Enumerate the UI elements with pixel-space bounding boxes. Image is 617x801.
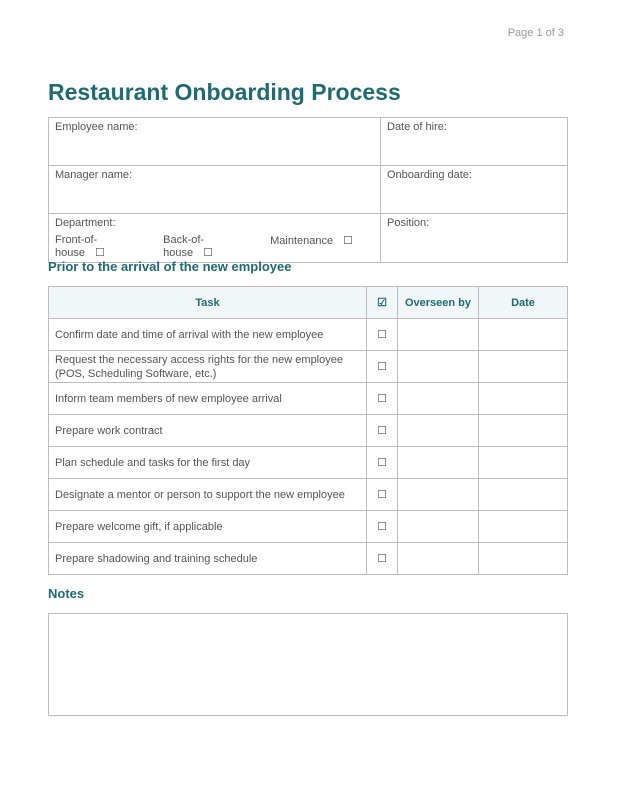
table-row: [49, 543, 568, 575]
checkbox-icon[interactable]: ☐: [367, 351, 398, 383]
table-row: [49, 319, 568, 351]
task-text: Prepare shadowing and training schedule: [49, 543, 367, 575]
employee-name-label: Employee name:: [55, 121, 138, 133]
checkbox-icon[interactable]: ☐: [367, 447, 398, 479]
overseen-by-cell[interactable]: [398, 479, 479, 511]
overseen-by-cell[interactable]: [398, 415, 479, 447]
employee-info-table: [48, 117, 568, 263]
dept-option-back[interactable]: [163, 234, 249, 259]
checkbox-icon[interactable]: ☐: [203, 247, 213, 259]
overseen-by-cell[interactable]: [398, 319, 479, 351]
checkbox-icon[interactable]: ☐: [343, 235, 353, 247]
task-text: Inform team members of new employee arrival: [49, 383, 367, 415]
department-field: [49, 214, 381, 263]
table-row: [49, 479, 568, 511]
dept-option-front[interactable]: [55, 234, 142, 259]
table-row: [49, 351, 568, 383]
checkbox-icon[interactable]: ☐: [94, 247, 105, 259]
checkbox-icon[interactable]: ☐: [367, 383, 398, 415]
table-row: [49, 447, 568, 479]
overseen-by-cell[interactable]: [398, 447, 479, 479]
option-label: Maintenance: [270, 235, 334, 247]
overseen-by-cell[interactable]: [398, 543, 479, 575]
header-overseen-by: Overseen by: [398, 287, 479, 319]
date-cell[interactable]: [479, 351, 568, 383]
position-label: Position:: [387, 217, 430, 229]
task-text: Prepare welcome gift, if applicable: [49, 511, 367, 543]
date-cell[interactable]: [479, 447, 568, 479]
checkbox-icon[interactable]: ☐: [367, 479, 398, 511]
option-label: Front-of-house: [55, 234, 98, 259]
checkbox-icon[interactable]: ☐: [367, 319, 398, 351]
date-cell[interactable]: [479, 543, 568, 575]
option-label: Back-of-house: [163, 234, 205, 259]
dept-option-maintenance[interactable]: [270, 234, 353, 259]
onboarding-date-label: Onboarding date:: [387, 169, 473, 181]
checkbox-icon[interactable]: ☐: [367, 511, 398, 543]
date-of-hire-field[interactable]: [381, 118, 568, 166]
position-field[interactable]: [381, 214, 568, 263]
manager-name-label: Manager name:: [55, 169, 133, 181]
table-row: [49, 415, 568, 447]
department-label: Department:: [55, 217, 116, 229]
table-row: [49, 511, 568, 543]
notes-area[interactable]: [48, 613, 568, 716]
overseen-by-cell[interactable]: [398, 511, 479, 543]
onboarding-date-field[interactable]: [381, 166, 568, 214]
date-of-hire-label: Date of hire:: [387, 121, 447, 133]
checkbox-icon[interactable]: ☐: [367, 543, 398, 575]
task-text: Confirm date and time of arrival with the new employee: [49, 319, 367, 351]
employee-name-field[interactable]: [49, 118, 381, 166]
date-cell[interactable]: [479, 383, 568, 415]
header-check-icon: ☑: [367, 287, 398, 319]
overseen-by-cell[interactable]: [398, 383, 479, 415]
header-date: Date: [479, 287, 568, 319]
date-cell[interactable]: [479, 479, 568, 511]
overseen-by-cell[interactable]: [398, 351, 479, 383]
task-text: Request the necessary access rights for the new employee (POS, Scheduling Software, etc.): [49, 351, 367, 383]
date-cell[interactable]: [479, 511, 568, 543]
date-cell[interactable]: [479, 415, 568, 447]
manager-name-field[interactable]: [49, 166, 381, 214]
notes-heading: Notes: [48, 586, 85, 601]
date-cell[interactable]: [479, 319, 568, 351]
checkbox-icon[interactable]: ☐: [367, 415, 398, 447]
task-text: Prepare work contract: [49, 415, 367, 447]
page-title: Restaurant Onboarding Process: [48, 79, 401, 105]
task-text: Designate a mentor or person to support the new employee: [49, 479, 367, 511]
header-task: Task: [49, 287, 367, 319]
task-text: Plan schedule and tasks for the first day: [49, 447, 367, 479]
table-row: [49, 383, 568, 415]
tasks-table: [48, 286, 568, 575]
section-heading: Prior to the arrival of the new employee: [48, 259, 292, 274]
page-number: Page 1 of 3: [507, 27, 564, 39]
